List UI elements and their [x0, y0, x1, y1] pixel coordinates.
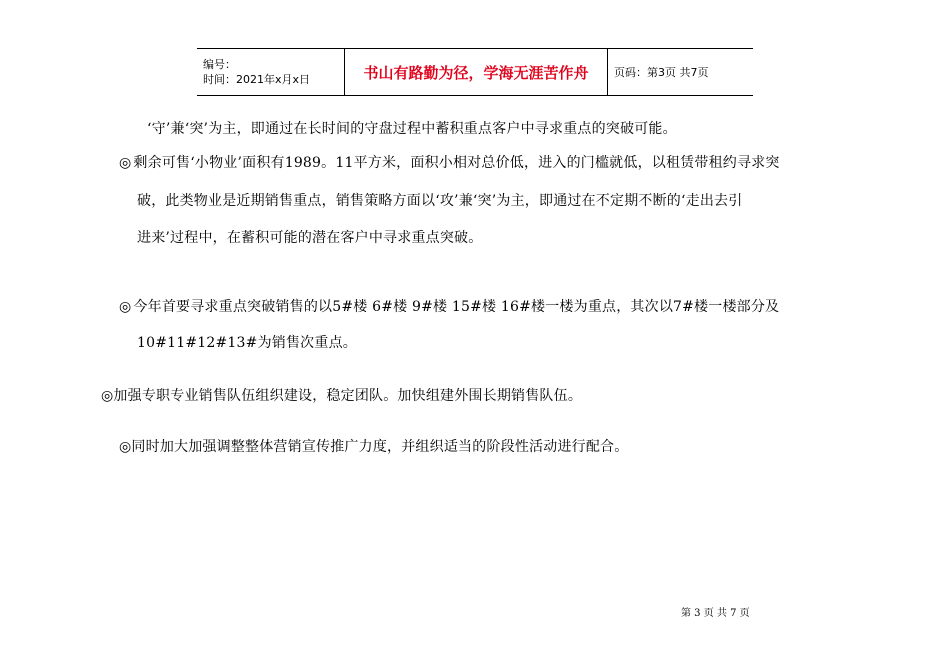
page-header	[197, 48, 753, 96]
bullet-mark: ◎	[101, 388, 114, 404]
page-footer: 第 3 页 共 7 页	[681, 608, 750, 619]
paragraph-5	[119, 437, 628, 457]
paragraph-1: ‘守’兼‘突’为主，即通过在长时间的守盘过程中蓄积重点客户中寻求重点的突破可能。	[147, 121, 677, 137]
paragraph-3-line-2: 10#11#12#13#为销售次重点。	[137, 335, 357, 351]
bullet-mark: ◎	[119, 155, 132, 171]
paragraph-2-line-3: 进来’过程中，在蓄积可能的潜在客户中寻求重点突破。	[137, 230, 483, 246]
number-label: 编号：	[203, 58, 236, 71]
paragraph-2-line-2: 破，此类物业是近期销售重点，销售策略方面以‘攻’兼‘突’为主，即通过在不定期不断的‘走出去引	[137, 193, 743, 209]
bullet-mark: ◎	[119, 439, 132, 455]
paragraph-4	[101, 386, 582, 406]
paragraph-5-text: 同时加大加强调整整体营销宣传推广力度，并组织适当的阶段性活动进行配合。	[131, 439, 629, 455]
header-motto: 书山有路勤为径，学海无涯苦作舟	[345, 49, 608, 96]
paragraph-3-text: 今年首要寻求重点突破销售的以5#楼 6#楼 9#楼 15#楼 16#楼一楼为重点，其次以7#楼一楼部分及	[133, 299, 780, 315]
paragraph-3-line-1	[119, 297, 779, 317]
paragraph-4-text: 加强专职专业销售队伍组织建设，稳定团队。加快组建外围长期销售队伍。	[113, 388, 583, 404]
header-page-label: 页码：第3页 共7页	[608, 49, 754, 96]
time-label: 时间：2021年x月x日	[203, 73, 311, 86]
header-meta	[197, 49, 345, 96]
paragraph-2-line-1	[119, 153, 780, 173]
paragraph-2-text: 剩余可售‘小物业’面积有1989。11平方米，面积小相对总价低，进入的门槛就低，以租赁带租约寻求突	[133, 155, 780, 171]
bullet-mark: ◎	[119, 299, 132, 315]
